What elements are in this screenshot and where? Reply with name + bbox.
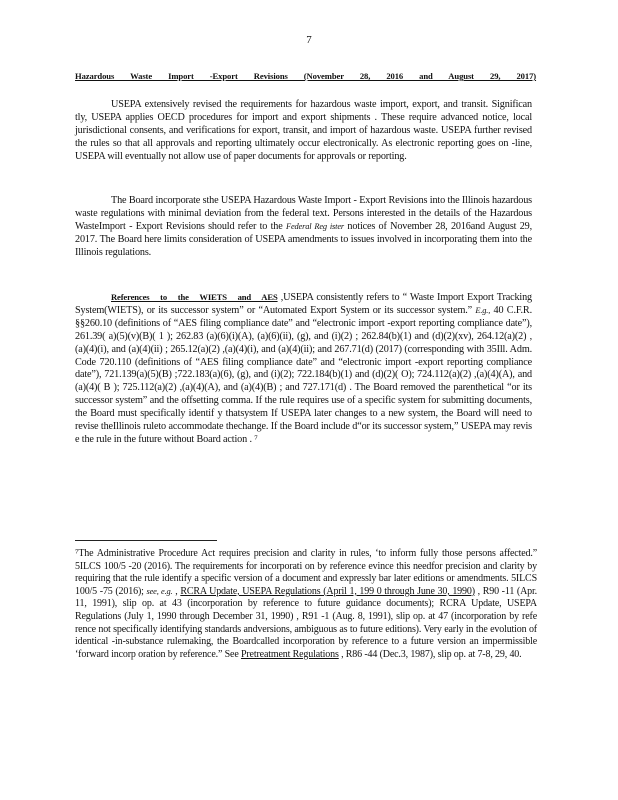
footnote-text: , R90 -11 (Apr. 11, 1991), slip op. at 43 (incorporation by reference to future guidance documents); RCRA Update, USEPA Regulations (July 1, 1990 through December 31, 1990) , R91 -1 (Aug. 8, 1991), slip op. at 47 (incorporation by refe rence not specifically identifying standards andversions, ambiguous as to future editions). Very early in the evolution of identical -in-substance rulemaking, the Boardcalled incorporation by reference to a future version an impermissible ‘forward incorp oration by reference.” See bbox=[75, 585, 537, 660]
rcra-update-citation: RCRA Update, USEPA Regulations (April 1, 199 0 through June 30, 1990) bbox=[180, 585, 475, 597]
footnote-text: ⁷The Administrative Procedure Act requires precision and clarity in rules, ‘to inform fully those persons affected.” 5ILCS 100/5 -20 (2016). The requirements for incorporati on by reference evince this needfor precision and clarity by requiring that the rule identify a specific version of a document and expressly bar later editions or amendments. 5ILCS 100/5 -75 (2016); bbox=[75, 548, 537, 597]
eg-signal: E.g., bbox=[475, 305, 491, 315]
footnote-7 bbox=[75, 548, 537, 661]
footnote-divider bbox=[75, 540, 217, 541]
paragraph-import-export-overview bbox=[75, 99, 532, 164]
paragraph-text: The Board incorporate sthe USEPA Hazardous Waste Import - Export Revisions into the Illinois hazardous waste regulations with minimal deviation from the federal text. Persons interested in the details of the Hazardous WasteImport - Export Revisions should refer to the bbox=[75, 195, 532, 232]
paragraph-wiets-aes-references bbox=[75, 291, 532, 447]
federal-register-citation: Federal Reg ister bbox=[285, 221, 344, 231]
pretreatment-regulations-citation: Pretreatment Regulations bbox=[240, 648, 339, 660]
footnote-text: , bbox=[172, 585, 181, 597]
footnote-text: , R86 -44 (Dec.3, 1987), slip op. at 7-8, 29, 40. bbox=[338, 648, 522, 660]
paragraph-text: 40 C.F.R. §§260.10 (definitions of “AES filing compliance date” and “electronic import -export reporting compliance date”), 261.39( a)(5)(v)(B)( 1 ); 262.83 (a)(6)(i)(A), (a)(6)(ii), (g), and (i)(2) ; 262.84(b)(1) and (d)(2)(xv), 264.12(a)(2) , (a)(4)(i), and (a)(4)(ii) ; 265.12(a)(2) ,(a)(4)(i), and (a)(4)(ii); and 267.71(d) (2017) (corresponding with 35Ill. Adm. Code 720.110 (definitions of “AES filing compliance date” and “electronic import -export reporting compliance date”), 721.139(a)(5)(B) ;722.183(a)(6), (g), and (i)(2); 722.184(b)(1) and (d)(2)( O); 724.112(a)(2) ,(a)(4)(A), and (a)(4)( B ); 725.112(a)(2) ,(a)(4)(A), and (a)(4)(B) ; and 727.171(d) . The Board removed the parenthetical “or its successor system” and the offsetting comma. If the rule requires use of a specific system for submitting documents, the Board must specifically identif y thatsystem If USEPA later changes to a new system, the Board will need to revise theIllinois ruleto accommodate thechange. If the Board include d“or its successor system,” USEPA may revis e the rule in the future without Board action . ⁷ bbox=[75, 304, 532, 445]
inline-subheading: References to the WIETS and AES bbox=[111, 292, 278, 302]
paragraph-text: notices of November 28, 2016and August 29, 2017. The Board here limits consideration of USEPA amendments to issues involved in incorporating them into the Illinois regulations. bbox=[75, 220, 532, 258]
paragraph-board-incorporation bbox=[75, 195, 532, 260]
section-heading: Hazardous Waste Import -Export Revisions (November 28, 2016 and August 29, 2017) bbox=[75, 71, 537, 81]
paragraph-text: USEPA extensively revised the requirements for hazardous waste import, export, and transit. Significan tly, USEPA applies OECD procedures for import and export shipments . These require advanced notice, local jurisdictional consents, and verifications for export, transit, and import of hazardous waste. USEPA further revised the rules so that all approvals and reporting ultimately occur electronically. As electronic reporting goes on -line, USEPA will eventually not allow use of paper documents for approvals or reporting. bbox=[75, 99, 532, 162]
paragraph-text: ,USEPA consistently refers to “ Waste Import Export Tracking System(WIETS), or its successor system” or “Automated Export System or its successor system.” bbox=[75, 292, 532, 316]
page-number: 7 bbox=[306, 34, 312, 46]
see-eg-signal: see, e.g. bbox=[146, 586, 173, 596]
